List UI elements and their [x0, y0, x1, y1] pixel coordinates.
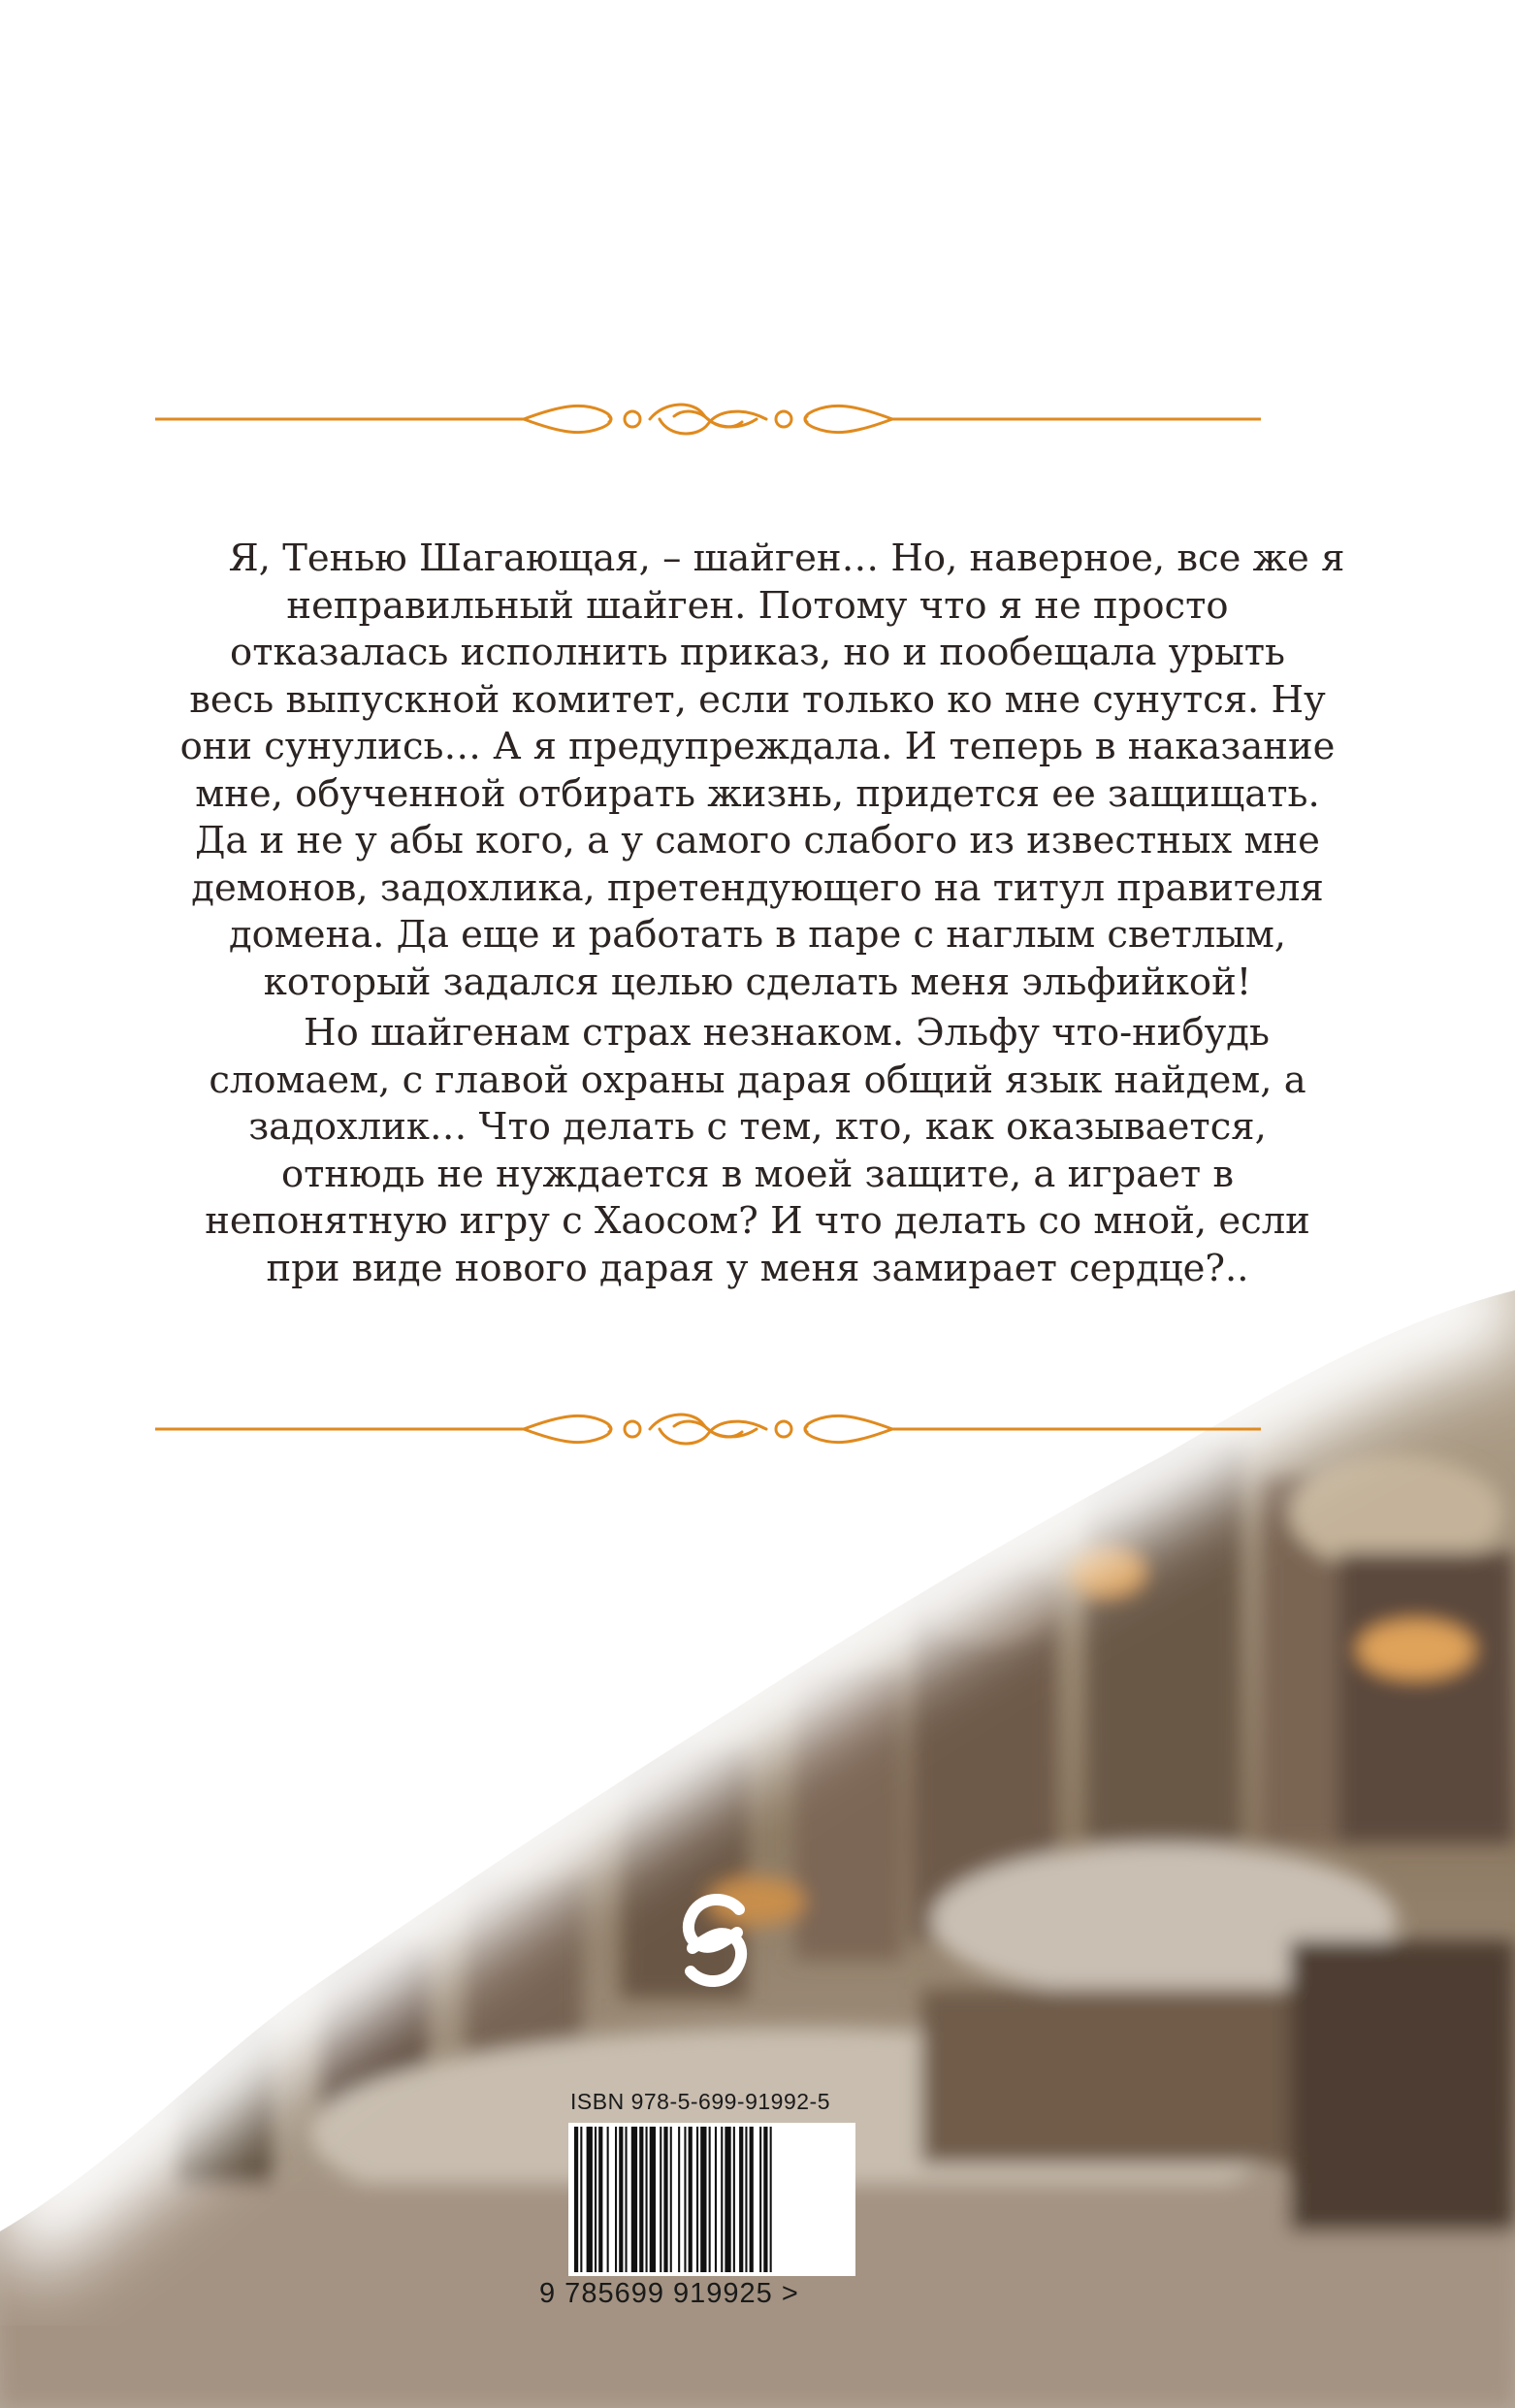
text-line: демонов, задохлика, претендующего на титул правителя	[191, 865, 1324, 910]
top-ornament-divider	[155, 395, 1261, 443]
description-paragraph-1	[58, 536, 1457, 1006]
text-line: сломаем, с главой охраны дарая общий язык найдем, а	[209, 1058, 1306, 1102]
bottom-ornament-divider	[155, 1405, 1261, 1453]
text-line: непонятную игру с Хаосом? И что делать со мной, если	[205, 1199, 1310, 1243]
eksmo-logo-icon	[681, 1892, 749, 1989]
barcode-image	[568, 2123, 855, 2276]
description-paragraph-2	[58, 1010, 1457, 1292]
text-line: задохлик… Что делать с тем, кто, как оказывается,	[248, 1105, 1267, 1149]
text-line: при виде нового дарая у меня замирает сердце?..	[266, 1246, 1249, 1290]
text-line: Но шайгенам страх незнаком. Эльфу что-нибудь	[304, 1011, 1270, 1055]
text-line: отнюдь не нуждается в моей защите, а играет в	[280, 1152, 1235, 1196]
text-line: Да и не у абы кого, а у самого слабого из известных мне	[195, 819, 1320, 862]
text-line: домена. Да еще и работать в паре с наглым светлым,	[228, 913, 1287, 957]
text-line: мне, обученной отбирать жизнь, придется ее защищать.	[195, 771, 1320, 816]
text-line: Я, Тенью Шагающая, – шайген… Но, наверное, все же я	[228, 537, 1345, 580]
text-line: отказалась исполнить приказ, но и пообещала урыть	[230, 631, 1285, 674]
text-line: они сунулись… А я предупреждала. И теперь в наказание	[179, 725, 1336, 768]
text-line: неправильный шайген. Потому что я не просто	[286, 583, 1229, 628]
text-line: весь выпускной комитет, если только ко мне сунутся. Ну	[189, 677, 1326, 722]
isbn-label: ISBN 978-5-699-91992-5	[570, 2089, 830, 2114]
text-line: который задался целью сделать меня эльфийкой!	[263, 960, 1252, 1004]
barcode-digits: 9 785699 919925 >	[539, 2278, 799, 2309]
